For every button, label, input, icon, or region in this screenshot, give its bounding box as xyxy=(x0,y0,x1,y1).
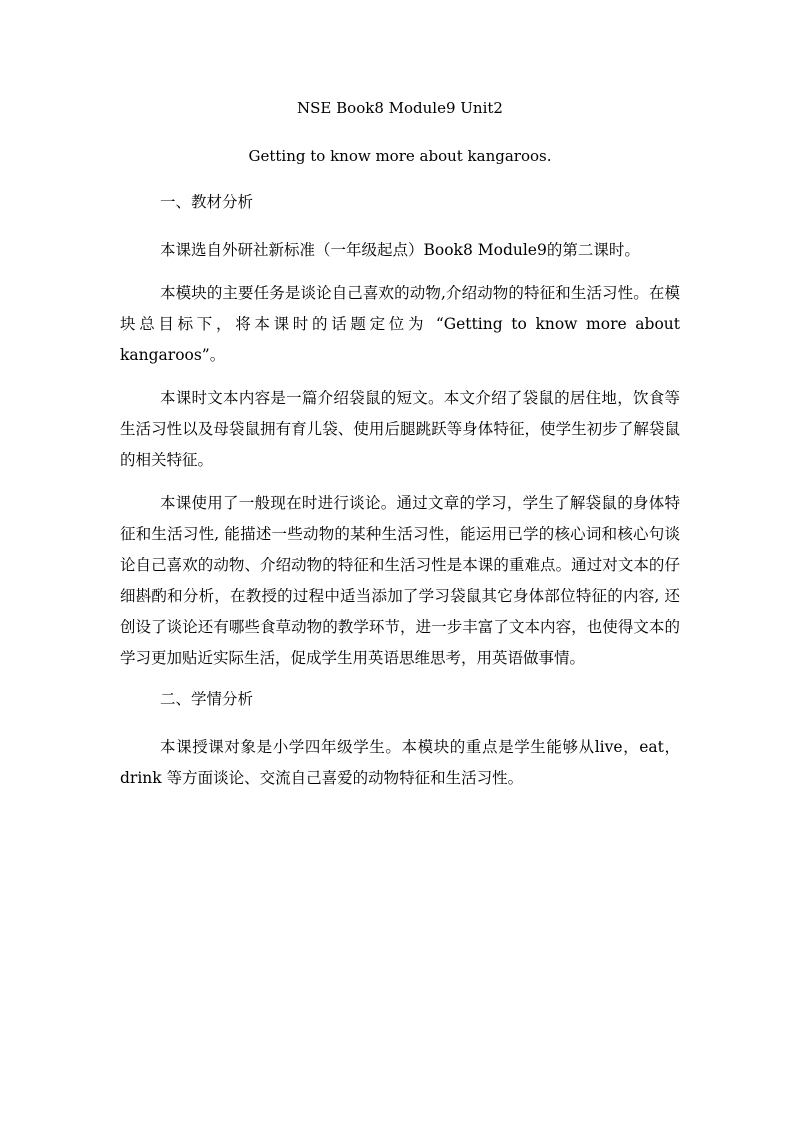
section-heading-student-analysis: 二、学情分析 xyxy=(160,690,254,708)
document-title: NSE Book8 Module9 Unit2 xyxy=(297,99,503,117)
section-heading-textbook-analysis: 一、教材分析 xyxy=(160,193,254,211)
document-subtitle: Getting to know more about kangaroos. xyxy=(248,147,552,165)
paragraph: 本课选自外研社新标准（一年级起点）Book8 Module9的第二课时。 xyxy=(160,241,640,259)
paragraph: 本课授课对象是小学四年级学生。本模块的重点是学生能够从live，eat，drink 等方面谈论、交流自己喜爱的动物特征和生活习性。 xyxy=(120,738,680,787)
paragraph: 本模块的主要任务是谈论自己喜欢的动物,介绍动物的特征和生活习性。在模块总目标下，将本课时的话题定位为 “Getting to know more about kangaroos”。 xyxy=(120,284,680,364)
paragraph: 本课使用了一般现在时进行谈论。通过文章的学习，学生了解袋鼠的身体特征和生活习性, 能描述一些动物的某种生活习性，能运用已学的核心词和核心句谈论自己喜欢的动物、介绍动物的特征和生活习性是本课的重难点。通过对文本的仔细斟酌和分析，在教授的过程中适当添加了学习袋鼠其它身体部位特征的内容, 还创设了谈论还有哪些食草动物的教学环节，进一步丰富了文本内容，也使得文本的学习更加贴近实际生活，促成学生用英语思维思考，用英语做事情。 xyxy=(120,494,680,667)
paragraph: 本课时文本内容是一篇介绍袋鼠的短文。本文介绍了袋鼠的居住地，饮食等生活习性以及母袋鼠拥有育儿袋、使用后腿跳跃等身体特征，使学生初步了解袋鼠的相关特征。 xyxy=(120,389,680,469)
document-body xyxy=(120,95,680,806)
